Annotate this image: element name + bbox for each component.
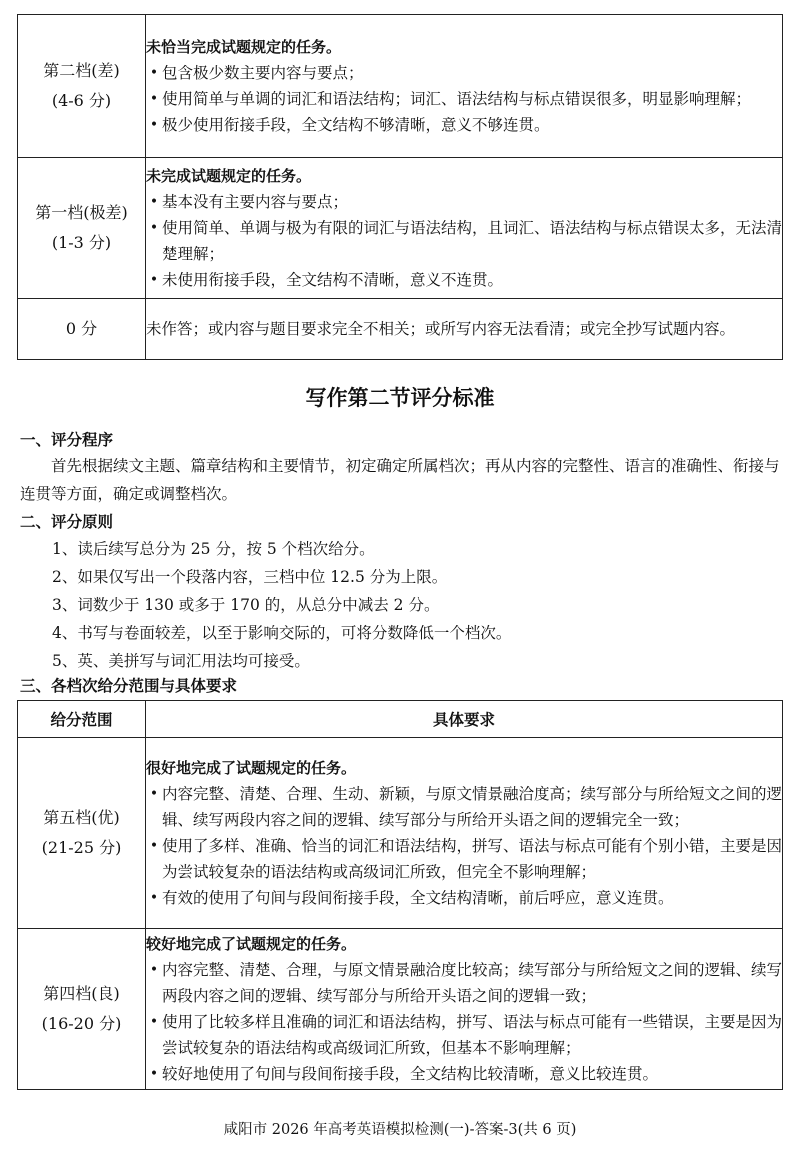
bullet-icon: • (149, 1066, 159, 1082)
bullet-text: 使用简单与单调的词汇和语法结构；词汇、语法结构与标点错误很多，明显影响理解； (162, 90, 752, 108)
list-item (146, 781, 782, 833)
requirement-cell (146, 929, 783, 1090)
bullet-icon: • (149, 272, 159, 288)
table-row (18, 299, 783, 360)
heading-grade-ranges: 三、各档次给分范围与具体要求 (20, 677, 238, 695)
table-header-row (18, 701, 783, 738)
requirement-head: 未恰当完成试题规定的任务。 (146, 38, 342, 56)
bullet-text: 内容完整、清楚、合理、生动、新颖，与原文情景融洽度高；续写部分与所给短文之间的逻辑、续写两段内容之间的逻辑、续写部分与所给开头语之间的逻辑完全一致； (162, 785, 783, 829)
list-item: 1、读后续写总分为 25 分，按 5 个档次给分。 (52, 540, 375, 558)
bullet-icon: • (149, 194, 159, 210)
grade-cell (18, 929, 146, 1090)
grade-cell: 0 分 (18, 299, 146, 360)
column-header-requirement: 具体要求 (146, 701, 783, 738)
bullet-text: 未使用衔接手段，全文结构不清晰，意义不连贯。 (162, 271, 504, 289)
bullet-text: 较好地使用了句间与段间衔接手段，全文结构比较清晰，意义比较连贯。 (162, 1065, 659, 1083)
list-item (146, 1009, 782, 1061)
bullet-icon: • (149, 117, 159, 133)
bullet-icon: • (149, 890, 159, 906)
grade-label: 第四档(良) (43, 984, 120, 1003)
scoring-table-writing-section-2 (17, 700, 783, 1090)
grade-range: (16-20 分) (41, 1014, 122, 1033)
requirement-cell (146, 738, 783, 929)
grade-range: (21-25 分) (41, 838, 122, 857)
heading-scoring-principles: 二、评分原则 (20, 513, 114, 531)
list-item (146, 833, 782, 885)
heading-scoring-procedure: 一、评分程序 (20, 431, 114, 449)
column-header-grade: 给分范围 (18, 701, 146, 738)
requirement-head: 未完成试题规定的任务。 (146, 167, 312, 185)
bullet-icon: • (149, 786, 159, 802)
principles-list (20, 535, 780, 675)
grade-cell (18, 158, 146, 299)
bullet-text: 包含极少数主要内容与要点； (162, 64, 364, 82)
list-item (146, 215, 782, 267)
requirement-head: 很好地完成了试题规定的任务。 (146, 759, 357, 777)
bullet-icon: • (149, 65, 159, 81)
list-item (146, 60, 782, 86)
grade-range: (1-3 分) (51, 233, 112, 252)
list-item (146, 112, 782, 138)
list-item (146, 189, 782, 215)
page-footer: 咸阳市 2026 年高考英语模拟检测(一)-答案-3(共 6 页) (223, 1122, 577, 1138)
list-item: 2、如果仅写出一个段落内容，三档中位 12.5 分为上限。 (52, 568, 448, 586)
bullet-icon: • (149, 962, 159, 978)
section-title: 写作第二节评分标准 (305, 386, 495, 410)
grade-label: 第一档(极差) (35, 203, 128, 222)
grade-label: 第五档(优) (43, 808, 120, 827)
requirement-cell (146, 15, 783, 158)
list-item (146, 267, 782, 293)
list-item (146, 885, 782, 911)
bullet-icon: • (149, 838, 159, 854)
requirement-head: 较好地完成了试题规定的任务。 (146, 935, 357, 953)
list-item: 3、词数少于 130 或多于 170 的，从总分中减去 2 分。 (52, 596, 440, 614)
list-item (146, 957, 782, 1009)
requirement-cell (146, 158, 783, 299)
table-row (18, 738, 783, 929)
list-item: 5、英、美拼写与词汇用法均可接受。 (52, 652, 310, 670)
bullet-text: 使用了比较多样且准确的词汇和语法结构，拼写、语法与标点可能有一些错误，主要是因为尝试较复杂的语法结构或高级词汇所致，但基本不影响理解； (162, 1013, 783, 1057)
table-row (18, 15, 783, 158)
list-item (146, 86, 782, 112)
grade-cell (18, 15, 146, 158)
bullet-text: 极少使用衔接手段，全文结构不够清晰，意义不够连贯。 (162, 116, 550, 134)
procedure-paragraph: 首先根据续文主题、篇章结构和主要情节，初定确定所属档次；再从内容的完整性、语言的准确性、衔接与连贯等方面，确定或调整档次。 (20, 457, 780, 503)
table-row (18, 929, 783, 1090)
bullet-text: 有效的使用了句间与段间衔接手段，全文结构清晰，前后呼应，意义连贯。 (162, 889, 674, 907)
bullet-icon: • (149, 220, 159, 236)
bullet-text: 内容完整、清楚、合理，与原文情景融洽度比较高；续写部分与所给短文之间的逻辑、续写两段内容之间的逻辑、续写部分与所给开头语之间的逻辑一致； (162, 961, 783, 1005)
bullet-icon: • (149, 1014, 159, 1030)
bullet-text: 使用了多样、准确、恰当的词汇和语法结构，拼写、语法与标点可能有个别小错，主要是因为尝试较复杂的语法结构或高级词汇所致，但完全不影响理解； (162, 837, 783, 881)
grade-label: 第二档(差) (43, 61, 120, 80)
bullet-text: 基本没有主要内容与要点； (162, 193, 349, 211)
list-item (146, 1061, 782, 1087)
bullet-text: 使用简单、单调与极为有限的词汇与语法结构，且词汇、语法结构与标点错误太多，无法清楚理解； (162, 219, 783, 263)
scoring-table-writing-section-1 (17, 14, 783, 360)
requirement-cell: 未作答；或内容与题目要求完全不相关；或所写内容无法看清；或完全抄写试题内容。 (146, 299, 783, 360)
grade-range: (4-6 分) (51, 91, 112, 110)
bullet-icon: • (149, 91, 159, 107)
table-row (18, 158, 783, 299)
list-item: 4、书写与卷面较差，以至于影响交际的，可将分数降低一个档次。 (52, 624, 512, 642)
grade-cell (18, 738, 146, 929)
